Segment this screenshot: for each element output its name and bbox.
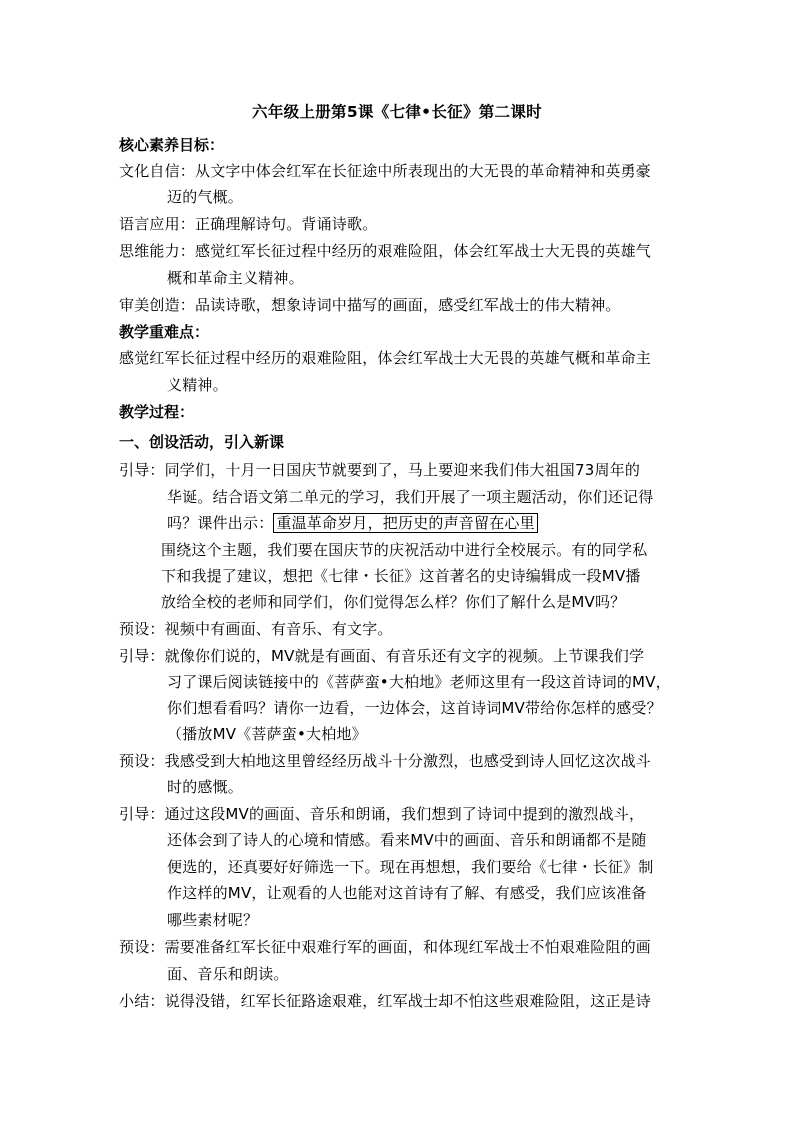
preset-2-cont: 时的感慨。 <box>167 778 244 796</box>
guide-3: 引导：通过这段MV的画面、音乐和朗诵，我们想到了诗词中提到的激烈战斗， <box>119 805 645 823</box>
guide-1-cont: 下和我提了建议，想把《七律・长征》这首著名的史诗编辑成一段MV播 <box>161 567 641 585</box>
page-title: 六年级上册第5课《七律•长征》第二课时 <box>252 103 542 121</box>
guide-3-cont: 哪些素材呢？ <box>167 911 259 929</box>
goal-thinking: 思维能力：感觉红军长征过程中经历的艰难险阻，体会红军战士大无畏的英雄气 <box>119 242 652 260</box>
boxed-theme: 重温革命岁月，把历史的声音留在心里 <box>273 513 537 533</box>
preset-3: 预设：需要准备红军长征中艰难行军的画面，和体现红军战士不怕艰难险阻的画 <box>119 938 652 956</box>
guide-2-cont: 习了课后阅读链接中的《菩萨蛮•大柏地》老师这里有一段这首诗词的MV， <box>167 673 671 691</box>
goal-culture: 文化自信：从文字中体会红军在长征途中所表现出的大无畏的革命精神和英勇豪 <box>119 162 652 180</box>
guide-1-cont <box>167 512 538 533</box>
goal-thinking-cont: 概和革命主义精神。 <box>167 269 304 287</box>
preset-1: 预设：视频中有画面、有音乐、有文字。 <box>119 620 393 638</box>
heading-step-1: 一、创设活动，引入新课 <box>119 433 285 451</box>
heading-goals: 核心素养目标： <box>119 136 225 154</box>
key-point-cont: 义精神。 <box>167 376 228 394</box>
goal-culture-cont: 迈的气概。 <box>167 188 244 206</box>
guide-2: 引导：就像你们说的，MV就是有画面、有音乐还有文字的视频。上节课我们学 <box>119 647 645 665</box>
guide-1-cont: 华诞。结合语文第二单元的学习，我们开展了一项主题活动，你们还记得 <box>167 488 654 506</box>
guide-2-cont: 你们想看看吗？请你一边看，一边体会，这首诗词MV带给你怎样的感受？ <box>167 699 662 717</box>
guide-3-cont: 作这样的MV，让观看的人也能对这首诗有了解、有感受，我们应该准备 <box>167 884 647 902</box>
goal-language: 语言应用：正确理解诗句。背诵诗歌。 <box>119 215 378 233</box>
guide-2-cont: （播放MV《菩萨蛮•大柏地》 <box>167 725 367 743</box>
preset-2: 预设：我感受到大柏地这里曾经经历战斗十分激烈，也感受到诗人回忆这次战斗 <box>119 752 652 770</box>
guide-3-cont: 便选的，还真要好好筛选一下。现在再想想，我们要给《七律・长征》制 <box>167 858 654 876</box>
key-point: 感觉红军长征过程中经历的艰难险阻，体会红军战士大无畏的英雄气概和革命主 <box>119 349 652 367</box>
guide-1-cont: 围绕这个主题，我们要在国庆节的庆祝活动中进行全校展示。有的同学私 <box>161 541 648 559</box>
heading-process: 教学过程： <box>119 403 195 421</box>
guide-1-cont: 放给全校的老师和同学们，你们觉得怎么样？你们了解什么是MV吗？ <box>161 593 626 611</box>
summary: 小结：说得没错，红军长征路途艰难，红军战士却不怕这些艰难险阻，这正是诗 <box>119 992 652 1010</box>
preset-3-cont: 面、音乐和朗读。 <box>167 965 289 983</box>
guide-1: 引导：同学们，十月一日国庆节就要到了，马上要迎来我们伟大祖国73周年的 <box>119 461 641 479</box>
goal-aesthetic: 审美创造：品读诗歌，想象诗词中描写的画面，感受红军战士的伟大精神。 <box>119 296 621 314</box>
guide-1-prefix: 吗？课件出示： <box>167 514 274 532</box>
guide-3-cont: 还体会到了诗人的心境和情感。看来MV中的画面、音乐和朗诵都不是随 <box>167 831 647 849</box>
heading-key-points: 教学重难点： <box>119 323 210 341</box>
